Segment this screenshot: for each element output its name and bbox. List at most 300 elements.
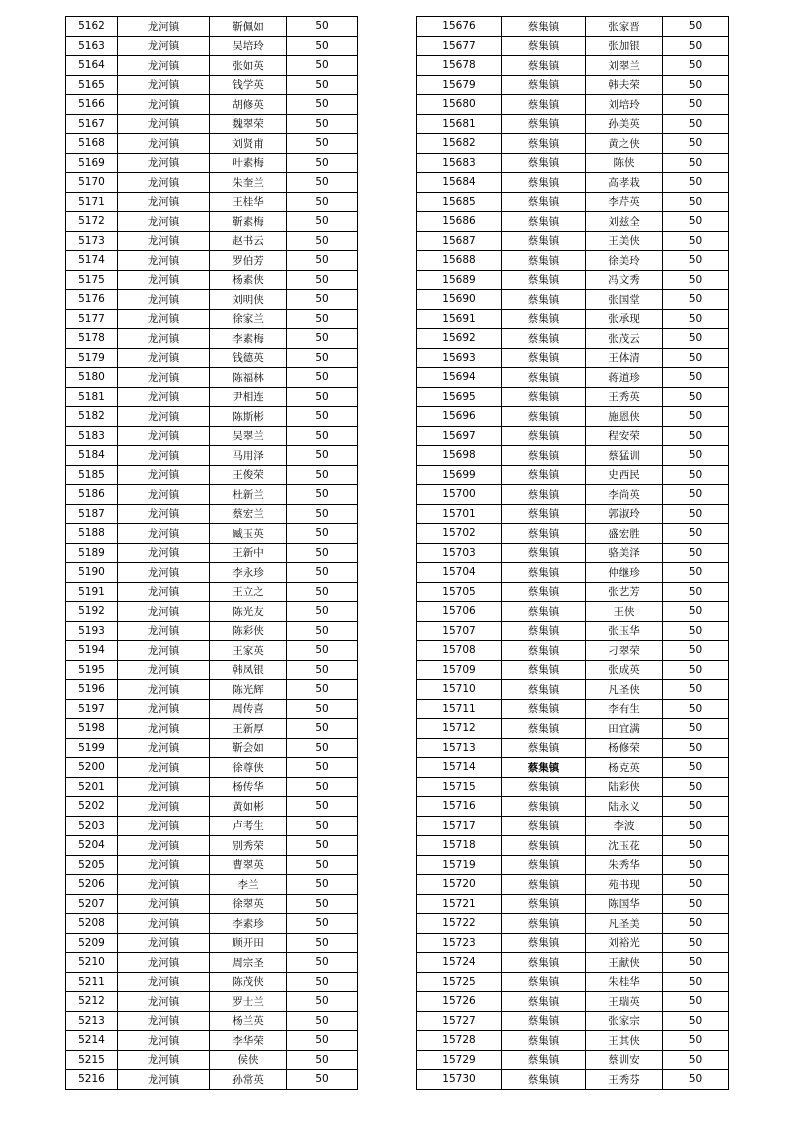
table-row (66, 972, 358, 992)
amount-cell: 50 (663, 485, 729, 505)
row-number-cell: 5216 (66, 1070, 118, 1090)
person-name-cell: 刘贤甫 (210, 134, 287, 154)
amount-cell: 50 (287, 329, 358, 349)
row-number-cell: 15711 (417, 699, 502, 719)
row-number-cell: 5190 (66, 563, 118, 583)
row-number-cell: 5209 (66, 933, 118, 953)
person-name-cell: 高孝栽 (586, 173, 663, 193)
town-cell: 蔡集镇 (502, 543, 586, 563)
person-name-cell: 张玉华 (586, 621, 663, 641)
table-row (66, 407, 358, 427)
row-number-cell: 15682 (417, 134, 502, 154)
amount-cell: 50 (663, 368, 729, 388)
table-row (417, 329, 729, 349)
amount-cell: 50 (663, 114, 729, 134)
amount-cell: 50 (287, 680, 358, 700)
amount-cell: 50 (663, 348, 729, 368)
row-number-cell: 5199 (66, 738, 118, 758)
town-cell: 龙河镇 (118, 465, 210, 485)
table-row (66, 582, 358, 602)
table-row (66, 134, 358, 154)
table-row (417, 36, 729, 56)
person-name-cell: 徐翠英 (210, 894, 287, 914)
table-row (66, 329, 358, 349)
row-number-cell: 15713 (417, 738, 502, 758)
person-name-cell: 凡圣侠 (586, 680, 663, 700)
person-name-cell: 张艺芳 (586, 582, 663, 602)
table-row (417, 1070, 729, 1090)
person-name-cell: 叶素梅 (210, 153, 287, 173)
person-name-cell: 徐美玲 (586, 251, 663, 271)
row-number-cell: 5193 (66, 621, 118, 641)
person-name-cell: 黄之侠 (586, 134, 663, 154)
table-row (417, 407, 729, 427)
row-number-cell: 5174 (66, 251, 118, 271)
town-cell: 蔡集镇 (502, 114, 586, 134)
table-row (66, 680, 358, 700)
table-row (66, 953, 358, 973)
row-number-cell: 5181 (66, 387, 118, 407)
person-name-cell: 韩夫荣 (586, 75, 663, 95)
row-number-cell: 5176 (66, 290, 118, 310)
town-cell: 龙河镇 (118, 641, 210, 661)
row-number-cell: 15727 (417, 1011, 502, 1031)
person-name-cell: 王侠 (586, 602, 663, 622)
row-number-cell: 15699 (417, 465, 502, 485)
town-cell: 龙河镇 (118, 660, 210, 680)
amount-cell: 50 (287, 368, 358, 388)
town-cell: 蔡集镇 (502, 836, 586, 856)
person-name-cell: 王立之 (210, 582, 287, 602)
person-name-cell: 王其侠 (586, 1031, 663, 1051)
person-name-cell: 杜新兰 (210, 485, 287, 505)
table-row (417, 387, 729, 407)
person-name-cell: 王家英 (210, 641, 287, 661)
person-name-cell: 张承现 (586, 309, 663, 329)
amount-cell: 50 (663, 953, 729, 973)
row-number-cell: 5207 (66, 894, 118, 914)
row-number-cell: 5172 (66, 212, 118, 232)
amount-cell: 50 (663, 719, 729, 739)
row-number-cell: 15723 (417, 933, 502, 953)
town-cell: 龙河镇 (118, 875, 210, 895)
town-cell: 蔡集镇 (502, 309, 586, 329)
person-name-cell: 周传喜 (210, 699, 287, 719)
row-number-cell: 15694 (417, 368, 502, 388)
town-cell: 蔡集镇 (502, 933, 586, 953)
person-name-cell: 靳会如 (210, 738, 287, 758)
row-number-cell: 5195 (66, 660, 118, 680)
amount-cell: 50 (663, 563, 729, 583)
town-cell: 蔡集镇 (502, 641, 586, 661)
amount-cell: 50 (287, 777, 358, 797)
person-name-cell: 苑书现 (586, 875, 663, 895)
table-row (66, 309, 358, 329)
town-cell: 龙河镇 (118, 36, 210, 56)
table-row (417, 17, 729, 37)
town-cell: 蔡集镇 (502, 56, 586, 76)
town-cell: 蔡集镇 (502, 894, 586, 914)
table-row (417, 660, 729, 680)
town-cell: 龙河镇 (118, 329, 210, 349)
amount-cell: 50 (663, 192, 729, 212)
row-number-cell: 15676 (417, 17, 502, 37)
amount-cell: 50 (287, 699, 358, 719)
row-number-cell: 15697 (417, 426, 502, 446)
person-name-cell: 王新中 (210, 543, 287, 563)
row-number-cell: 5188 (66, 524, 118, 544)
table-row (417, 680, 729, 700)
amount-cell: 50 (663, 621, 729, 641)
row-number-cell: 15712 (417, 719, 502, 739)
row-number-cell: 5167 (66, 114, 118, 134)
table-row (417, 114, 729, 134)
row-number-cell: 15709 (417, 660, 502, 680)
town-cell: 蔡集镇 (502, 738, 586, 758)
town-cell: 蔡集镇 (502, 992, 586, 1012)
row-number-cell: 15728 (417, 1031, 502, 1051)
town-cell: 龙河镇 (118, 894, 210, 914)
amount-cell: 50 (287, 56, 358, 76)
amount-cell: 50 (287, 855, 358, 875)
amount-cell: 50 (287, 816, 358, 836)
town-cell: 蔡集镇 (502, 290, 586, 310)
row-number-cell: 5162 (66, 17, 118, 37)
town-cell: 蔡集镇 (502, 368, 586, 388)
person-name-cell: 赵书云 (210, 231, 287, 251)
person-name-cell: 黄如彬 (210, 797, 287, 817)
table-row (417, 231, 729, 251)
table-row (417, 816, 729, 836)
town-cell: 蔡集镇 (502, 680, 586, 700)
amount-cell: 50 (663, 777, 729, 797)
table-row (417, 290, 729, 310)
town-cell: 蔡集镇 (502, 95, 586, 115)
row-number-cell: 5182 (66, 407, 118, 427)
person-name-cell: 侯侠 (210, 1050, 287, 1070)
table-row (417, 95, 729, 115)
town-cell: 龙河镇 (118, 368, 210, 388)
town-cell: 龙河镇 (118, 348, 210, 368)
amount-cell: 50 (663, 758, 729, 778)
row-number-cell: 15685 (417, 192, 502, 212)
amount-cell: 50 (663, 426, 729, 446)
amount-cell: 50 (287, 933, 358, 953)
amount-cell: 50 (287, 446, 358, 466)
row-number-cell: 15702 (417, 524, 502, 544)
row-number-cell: 15696 (417, 407, 502, 427)
town-cell: 龙河镇 (118, 387, 210, 407)
table-row (66, 875, 358, 895)
person-name-cell: 冯文秀 (586, 270, 663, 290)
amount-cell: 50 (287, 173, 358, 193)
table-row (66, 114, 358, 134)
town-cell: 龙河镇 (118, 777, 210, 797)
row-number-cell: 5191 (66, 582, 118, 602)
amount-cell: 50 (287, 192, 358, 212)
amount-cell: 50 (287, 407, 358, 427)
person-name-cell: 臧玉英 (210, 524, 287, 544)
amount-cell: 50 (287, 563, 358, 583)
amount-cell: 50 (287, 719, 358, 739)
town-cell: 龙河镇 (118, 485, 210, 505)
town-cell: 蔡集镇 (502, 777, 586, 797)
amount-cell: 50 (287, 836, 358, 856)
table-row (66, 836, 358, 856)
person-name-cell: 别秀荣 (210, 836, 287, 856)
town-cell: 蔡集镇 (502, 563, 586, 583)
amount-cell: 50 (663, 36, 729, 56)
person-name-cell: 陈光友 (210, 602, 287, 622)
row-number-cell: 15705 (417, 582, 502, 602)
row-number-cell: 5166 (66, 95, 118, 115)
person-name-cell: 陆彩侠 (586, 777, 663, 797)
person-name-cell: 张如英 (210, 56, 287, 76)
table-row (66, 894, 358, 914)
person-name-cell: 钱德英 (210, 348, 287, 368)
person-name-cell: 李有生 (586, 699, 663, 719)
town-cell: 龙河镇 (118, 719, 210, 739)
amount-cell: 50 (663, 641, 729, 661)
row-number-cell: 15726 (417, 992, 502, 1012)
row-number-cell: 15686 (417, 212, 502, 232)
town-cell: 龙河镇 (118, 797, 210, 817)
person-name-cell: 李尚英 (586, 485, 663, 505)
person-name-cell: 盛宏胜 (586, 524, 663, 544)
row-number-cell: 5210 (66, 953, 118, 973)
amount-cell: 50 (287, 426, 358, 446)
table-row (417, 1031, 729, 1051)
person-name-cell: 朱桂华 (586, 972, 663, 992)
town-cell: 龙河镇 (118, 251, 210, 271)
table-row (417, 465, 729, 485)
row-number-cell: 5185 (66, 465, 118, 485)
roster-table-left (65, 16, 358, 1090)
person-name-cell: 张成英 (586, 660, 663, 680)
town-cell: 蔡集镇 (502, 953, 586, 973)
person-name-cell: 张家晋 (586, 17, 663, 37)
amount-cell: 50 (663, 933, 729, 953)
table-row (66, 719, 358, 739)
town-cell: 蔡集镇 (502, 699, 586, 719)
person-name-cell: 蒋道珍 (586, 368, 663, 388)
amount-cell: 50 (663, 290, 729, 310)
row-number-cell: 5189 (66, 543, 118, 563)
row-number-cell: 15687 (417, 231, 502, 251)
row-number-cell: 15717 (417, 816, 502, 836)
table-row (66, 75, 358, 95)
town-cell: 蔡集镇 (502, 621, 586, 641)
amount-cell: 50 (287, 875, 358, 895)
amount-cell: 50 (287, 914, 358, 934)
row-number-cell: 5194 (66, 641, 118, 661)
table-row (417, 309, 729, 329)
roster-table-right (416, 16, 729, 1090)
town-cell: 龙河镇 (118, 95, 210, 115)
row-number-cell: 5201 (66, 777, 118, 797)
amount-cell: 50 (287, 797, 358, 817)
table-row (417, 777, 729, 797)
town-cell: 蔡集镇 (502, 134, 586, 154)
person-name-cell: 蔡训安 (586, 1050, 663, 1070)
town-cell: 蔡集镇 (502, 602, 586, 622)
row-number-cell: 15715 (417, 777, 502, 797)
person-name-cell: 靳佩如 (210, 17, 287, 37)
row-number-cell: 15679 (417, 75, 502, 95)
town-cell: 龙河镇 (118, 270, 210, 290)
table-row (417, 368, 729, 388)
row-number-cell: 5164 (66, 56, 118, 76)
person-name-cell: 陈斯彬 (210, 407, 287, 427)
table-row (417, 134, 729, 154)
amount-cell: 50 (663, 914, 729, 934)
town-cell: 龙河镇 (118, 524, 210, 544)
person-name-cell: 陈国华 (586, 894, 663, 914)
town-cell: 蔡集镇 (502, 387, 586, 407)
row-number-cell: 15683 (417, 153, 502, 173)
amount-cell: 50 (663, 153, 729, 173)
amount-cell: 50 (663, 875, 729, 895)
amount-cell: 50 (663, 407, 729, 427)
town-cell: 龙河镇 (118, 972, 210, 992)
table-row (417, 992, 729, 1012)
table-row (66, 738, 358, 758)
amount-cell: 50 (663, 543, 729, 563)
town-cell: 龙河镇 (118, 1031, 210, 1051)
town-cell: 蔡集镇 (502, 465, 586, 485)
table-row (417, 933, 729, 953)
table-row (417, 270, 729, 290)
amount-cell: 50 (287, 95, 358, 115)
town-cell: 龙河镇 (118, 738, 210, 758)
row-number-cell: 5179 (66, 348, 118, 368)
row-number-cell: 15708 (417, 641, 502, 661)
town-cell: 蔡集镇 (502, 524, 586, 544)
amount-cell: 50 (663, 660, 729, 680)
table-row (417, 972, 729, 992)
person-name-cell: 吴培玲 (210, 36, 287, 56)
table-row (417, 582, 729, 602)
amount-cell: 50 (663, 836, 729, 856)
table-row (66, 153, 358, 173)
person-name-cell: 魏翠荣 (210, 114, 287, 134)
town-cell: 龙河镇 (118, 114, 210, 134)
person-name-cell: 王俊荣 (210, 465, 287, 485)
table-row (417, 446, 729, 466)
town-cell: 蔡集镇 (502, 446, 586, 466)
row-number-cell: 5203 (66, 816, 118, 836)
amount-cell: 50 (287, 212, 358, 232)
table-row (66, 563, 358, 583)
amount-cell: 50 (663, 212, 729, 232)
town-cell: 蔡集镇 (502, 173, 586, 193)
table-row (417, 212, 729, 232)
amount-cell: 50 (287, 290, 358, 310)
roster-table-body (417, 17, 729, 1090)
town-cell: 龙河镇 (118, 1011, 210, 1031)
row-number-cell: 5214 (66, 1031, 118, 1051)
table-row (417, 1050, 729, 1070)
person-name-cell: 刘翠兰 (586, 56, 663, 76)
person-name-cell: 李素珍 (210, 914, 287, 934)
person-name-cell: 孙常英 (210, 1070, 287, 1090)
amount-cell: 50 (287, 543, 358, 563)
town-cell: 龙河镇 (118, 231, 210, 251)
table-row (417, 1011, 729, 1031)
amount-cell: 50 (287, 641, 358, 661)
amount-cell: 50 (663, 1050, 729, 1070)
table-row (66, 56, 358, 76)
table-row (66, 173, 358, 193)
person-name-cell: 王献侠 (586, 953, 663, 973)
table-row (417, 251, 729, 271)
town-cell: 龙河镇 (118, 758, 210, 778)
row-number-cell: 15695 (417, 387, 502, 407)
person-name-cell: 杨修荣 (586, 738, 663, 758)
town-cell: 龙河镇 (118, 173, 210, 193)
row-number-cell: 15701 (417, 504, 502, 524)
person-name-cell: 仲继珍 (586, 563, 663, 583)
person-name-cell: 罗士兰 (210, 992, 287, 1012)
amount-cell: 50 (287, 1050, 358, 1070)
table-row (66, 426, 358, 446)
amount-cell: 50 (663, 816, 729, 836)
row-number-cell: 5186 (66, 485, 118, 505)
town-cell: 龙河镇 (118, 192, 210, 212)
town-cell: 蔡集镇 (502, 914, 586, 934)
table-row (66, 777, 358, 797)
row-number-cell: 15700 (417, 485, 502, 505)
town-cell: 蔡集镇 (502, 1070, 586, 1090)
table-row (417, 758, 729, 778)
amount-cell: 50 (287, 660, 358, 680)
town-cell: 蔡集镇 (502, 270, 586, 290)
town-cell: 蔡集镇 (502, 426, 586, 446)
amount-cell: 50 (663, 582, 729, 602)
amount-cell: 50 (663, 524, 729, 544)
row-number-cell: 15722 (417, 914, 502, 934)
table-row (66, 855, 358, 875)
person-name-cell: 施恩侠 (586, 407, 663, 427)
row-number-cell: 15710 (417, 680, 502, 700)
town-cell: 龙河镇 (118, 602, 210, 622)
amount-cell: 50 (287, 270, 358, 290)
amount-cell: 50 (287, 17, 358, 37)
town-cell: 蔡集镇 (502, 758, 586, 778)
person-name-cell: 史西民 (586, 465, 663, 485)
row-number-cell: 5180 (66, 368, 118, 388)
amount-cell: 50 (287, 992, 358, 1012)
person-name-cell: 陈光辉 (210, 680, 287, 700)
amount-cell: 50 (663, 992, 729, 1012)
amount-cell: 50 (287, 953, 358, 973)
person-name-cell: 陈福林 (210, 368, 287, 388)
town-cell: 龙河镇 (118, 855, 210, 875)
town-cell: 龙河镇 (118, 836, 210, 856)
table-row (417, 426, 729, 446)
table-row (417, 173, 729, 193)
person-name-cell: 张茂云 (586, 329, 663, 349)
row-number-cell: 5183 (66, 426, 118, 446)
town-cell: 蔡集镇 (502, 485, 586, 505)
person-name-cell: 田宜满 (586, 719, 663, 739)
person-name-cell: 蔡猛训 (586, 446, 663, 466)
row-number-cell: 5205 (66, 855, 118, 875)
person-name-cell: 韩凤银 (210, 660, 287, 680)
row-number-cell: 5212 (66, 992, 118, 1012)
person-name-cell: 郭淑玲 (586, 504, 663, 524)
amount-cell: 50 (663, 1031, 729, 1051)
